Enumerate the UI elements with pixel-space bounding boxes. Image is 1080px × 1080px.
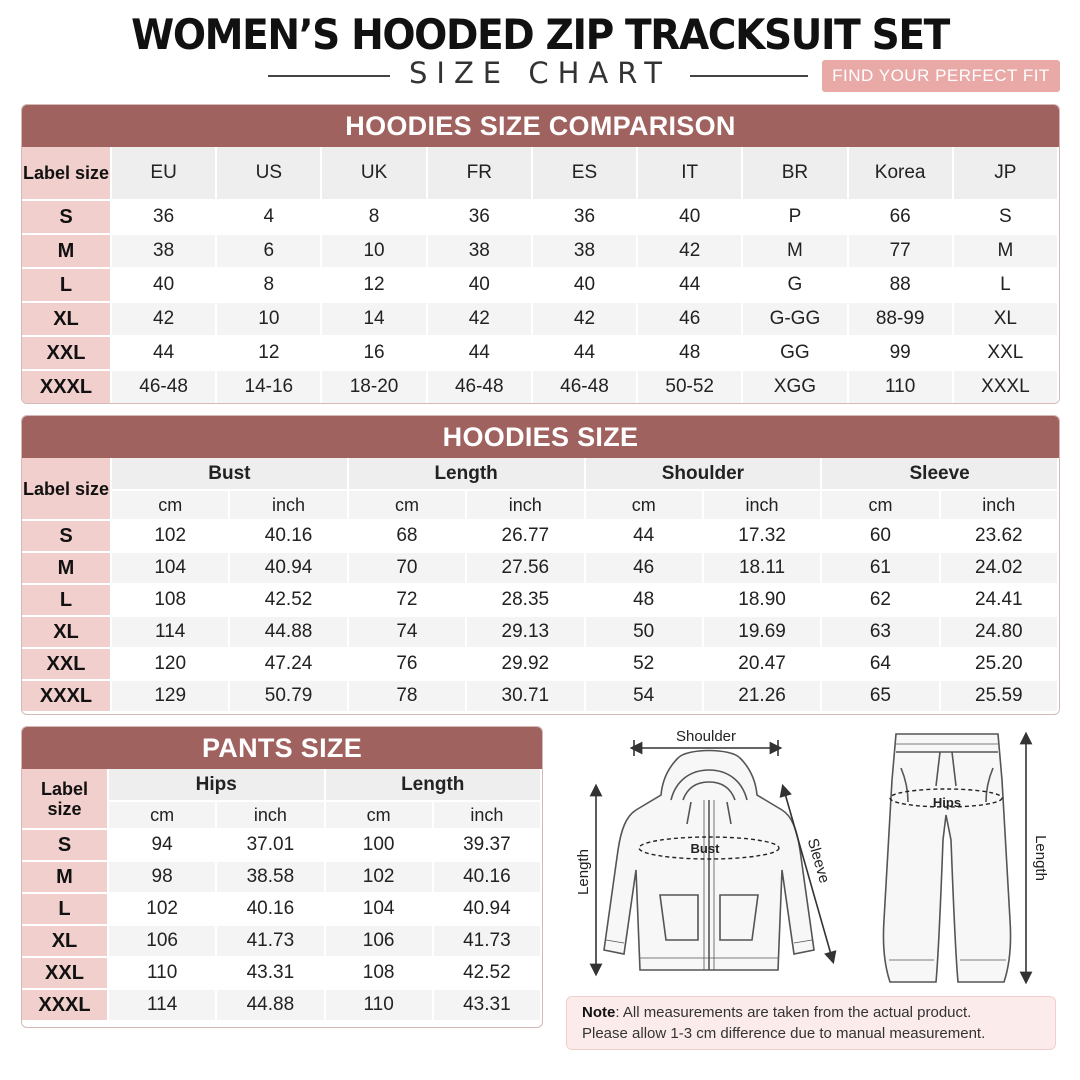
table-row bbox=[22, 861, 541, 893]
table-cell: 102 bbox=[111, 520, 229, 552]
divider-left bbox=[268, 75, 390, 77]
comparison-table bbox=[22, 147, 1059, 404]
pants-table bbox=[22, 769, 542, 1022]
column-header: JP bbox=[953, 147, 1058, 200]
group-header: Shoulder bbox=[585, 458, 822, 490]
table-cell: 44.88 bbox=[216, 989, 324, 1021]
hoodies-table bbox=[22, 458, 1059, 713]
table-cell: 38 bbox=[427, 234, 532, 268]
table-cell: 68 bbox=[348, 520, 466, 552]
table-cell: 27.56 bbox=[466, 552, 584, 584]
table-cell: 4 bbox=[216, 200, 321, 234]
page-title: WOMEN’S HOODED ZIP TRACKSUIT SET bbox=[131, 10, 949, 59]
table-cell: 114 bbox=[108, 989, 216, 1021]
table-cell: 50-52 bbox=[637, 370, 742, 404]
table-cell: 43.31 bbox=[433, 989, 541, 1021]
pants-icon bbox=[883, 734, 1010, 982]
table-row bbox=[22, 336, 1058, 370]
table-cell: 38 bbox=[111, 234, 216, 268]
table-cell: XXL bbox=[953, 336, 1058, 370]
table-cell: 17.32 bbox=[703, 520, 821, 552]
table-cell: 44 bbox=[532, 336, 637, 370]
note-label: Note bbox=[582, 1004, 616, 1021]
table-cell: 42.52 bbox=[229, 584, 347, 616]
table-cell: 40 bbox=[427, 268, 532, 302]
table-cell: 98 bbox=[108, 861, 216, 893]
table-cell: 43.31 bbox=[216, 957, 324, 989]
table-cell: 18-20 bbox=[321, 370, 426, 404]
size-label: XXXL bbox=[22, 680, 111, 712]
table-cell: 88-99 bbox=[848, 302, 953, 336]
table-cell: 46-48 bbox=[427, 370, 532, 404]
table-cell: 62 bbox=[821, 584, 939, 616]
table-cell: 40.16 bbox=[216, 893, 324, 925]
bust-label: Bust bbox=[690, 841, 720, 856]
table-cell: 50.79 bbox=[229, 680, 347, 712]
divider-right bbox=[690, 75, 808, 77]
table-row bbox=[22, 925, 541, 957]
table-cell: L bbox=[953, 268, 1058, 302]
table-cell: 46-48 bbox=[532, 370, 637, 404]
table-cell: 110 bbox=[325, 989, 433, 1021]
table-cell: 40.16 bbox=[229, 520, 347, 552]
table-cell: 44 bbox=[111, 336, 216, 370]
table-cell: 48 bbox=[637, 336, 742, 370]
pants-section bbox=[21, 726, 543, 1028]
table-cell: 64 bbox=[821, 648, 939, 680]
table-cell: 40 bbox=[111, 268, 216, 302]
table-row bbox=[22, 520, 1058, 552]
page-subtitle: SIZE CHART bbox=[408, 56, 672, 90]
table-cell: 106 bbox=[108, 925, 216, 957]
table-cell: 36 bbox=[532, 200, 637, 234]
table-row bbox=[22, 829, 541, 861]
table-row bbox=[22, 616, 1058, 648]
table-cell: 42 bbox=[532, 302, 637, 336]
size-label: S bbox=[22, 829, 108, 861]
table-cell: 10 bbox=[216, 302, 321, 336]
table-cell: 88 bbox=[848, 268, 953, 302]
table-cell: 40.16 bbox=[433, 861, 541, 893]
table-row bbox=[22, 893, 541, 925]
table-cell: G-GG bbox=[742, 302, 847, 336]
table-cell: 6 bbox=[216, 234, 321, 268]
table-cell: 18.90 bbox=[703, 584, 821, 616]
table-cell: 61 bbox=[821, 552, 939, 584]
table-cell: 38.58 bbox=[216, 861, 324, 893]
table-cell: M bbox=[742, 234, 847, 268]
column-header: IT bbox=[637, 147, 742, 200]
size-label: L bbox=[22, 268, 111, 302]
table-cell: XGG bbox=[742, 370, 847, 404]
table-cell: 26.77 bbox=[466, 520, 584, 552]
unit-header: inch bbox=[229, 490, 347, 520]
table-cell: 42.52 bbox=[433, 957, 541, 989]
table-cell: 65 bbox=[821, 680, 939, 712]
table-cell: 74 bbox=[348, 616, 466, 648]
table-cell: 42 bbox=[111, 302, 216, 336]
size-label: XXL bbox=[22, 957, 108, 989]
column-header: ES bbox=[532, 147, 637, 200]
table-cell: 21.26 bbox=[703, 680, 821, 712]
table-cell: 44 bbox=[637, 268, 742, 302]
unit-header: inch bbox=[703, 490, 821, 520]
column-header: FR bbox=[427, 147, 532, 200]
table-row bbox=[22, 552, 1058, 584]
table-row bbox=[22, 370, 1058, 404]
table-cell: 100 bbox=[325, 829, 433, 861]
table-cell: 38 bbox=[532, 234, 637, 268]
sleeve-label: Sleeve bbox=[803, 836, 833, 886]
hoodie-icon bbox=[604, 751, 814, 971]
table-cell: 106 bbox=[325, 925, 433, 957]
table-cell: 37.01 bbox=[216, 829, 324, 861]
table-cell: 24.02 bbox=[940, 552, 1058, 584]
unit-header: cm bbox=[111, 490, 229, 520]
size-label: XXXL bbox=[22, 370, 111, 404]
table-cell: 14-16 bbox=[216, 370, 321, 404]
table-cell: 12 bbox=[321, 268, 426, 302]
table-cell: XL bbox=[953, 302, 1058, 336]
column-header: US bbox=[216, 147, 321, 200]
table-cell: 20.47 bbox=[703, 648, 821, 680]
table-cell: 24.80 bbox=[940, 616, 1058, 648]
size-label: XL bbox=[22, 616, 111, 648]
table-cell: 102 bbox=[325, 861, 433, 893]
size-label: XXL bbox=[22, 336, 111, 370]
table-row bbox=[22, 200, 1058, 234]
unit-header: cm bbox=[821, 490, 939, 520]
table-cell: 104 bbox=[325, 893, 433, 925]
table-cell: XXXL bbox=[953, 370, 1058, 404]
table-cell: 24.41 bbox=[940, 584, 1058, 616]
comparison-title: HOODIES SIZE COMPARISON bbox=[22, 105, 1059, 147]
table-cell: 46-48 bbox=[111, 370, 216, 404]
table-cell: 44 bbox=[585, 520, 703, 552]
table-cell: 66 bbox=[848, 200, 953, 234]
table-cell: 52 bbox=[585, 648, 703, 680]
size-label: XL bbox=[22, 302, 111, 336]
table-cell: 50 bbox=[585, 616, 703, 648]
column-header: BR bbox=[742, 147, 847, 200]
table-cell: 77 bbox=[848, 234, 953, 268]
table-cell: 99 bbox=[848, 336, 953, 370]
table-cell: 48 bbox=[585, 584, 703, 616]
table-row bbox=[22, 234, 1058, 268]
label-size-header: Label size bbox=[22, 769, 108, 829]
unit-header: inch bbox=[433, 801, 541, 829]
table-cell: 25.20 bbox=[940, 648, 1058, 680]
table-cell: 63 bbox=[821, 616, 939, 648]
table-cell: 44 bbox=[427, 336, 532, 370]
table-cell: 120 bbox=[111, 648, 229, 680]
table-cell: 40.94 bbox=[229, 552, 347, 584]
unit-header: inch bbox=[466, 490, 584, 520]
table-cell: 46 bbox=[585, 552, 703, 584]
fit-badge: FIND YOUR PERFECT FIT bbox=[822, 60, 1060, 92]
table-cell: 114 bbox=[111, 616, 229, 648]
unit-header: inch bbox=[216, 801, 324, 829]
table-cell: 94 bbox=[108, 829, 216, 861]
group-header: Length bbox=[348, 458, 585, 490]
table-cell: 108 bbox=[325, 957, 433, 989]
table-cell: 41.73 bbox=[216, 925, 324, 957]
group-header: Sleeve bbox=[821, 458, 1058, 490]
table-cell: 42 bbox=[427, 302, 532, 336]
table-cell: 44.88 bbox=[229, 616, 347, 648]
size-label: XXXL bbox=[22, 989, 108, 1021]
size-label: M bbox=[22, 861, 108, 893]
table-cell: 54 bbox=[585, 680, 703, 712]
hoodies-title: HOODIES SIZE bbox=[22, 416, 1059, 458]
table-cell: 78 bbox=[348, 680, 466, 712]
table-cell: 40 bbox=[637, 200, 742, 234]
size-label: S bbox=[22, 200, 111, 234]
hips-label: Hips bbox=[932, 795, 962, 810]
unit-header: inch bbox=[940, 490, 1058, 520]
table-cell: GG bbox=[742, 336, 847, 370]
table-cell: 39.37 bbox=[433, 829, 541, 861]
unit-header: cm bbox=[585, 490, 703, 520]
size-label: L bbox=[22, 893, 108, 925]
size-label: XL bbox=[22, 925, 108, 957]
table-cell: 110 bbox=[848, 370, 953, 404]
table-cell: 110 bbox=[108, 957, 216, 989]
pants-title: PANTS SIZE bbox=[22, 727, 542, 769]
table-row bbox=[22, 989, 541, 1021]
table-cell: 41.73 bbox=[433, 925, 541, 957]
table-cell: 36 bbox=[427, 200, 532, 234]
comparison-section bbox=[21, 104, 1060, 404]
table-cell: 29.13 bbox=[466, 616, 584, 648]
unit-header: cm bbox=[348, 490, 466, 520]
table-cell: 42 bbox=[637, 234, 742, 268]
group-header: Length bbox=[325, 769, 542, 801]
unit-header: cm bbox=[108, 801, 216, 829]
size-label: M bbox=[22, 552, 111, 584]
table-cell: 40 bbox=[532, 268, 637, 302]
pants-length-label: Length bbox=[1032, 835, 1049, 881]
note-line1: : All measurements are taken from the actual product. bbox=[615, 1004, 972, 1021]
column-header: Korea bbox=[848, 147, 953, 200]
length-label: Length bbox=[575, 849, 592, 895]
size-label: S bbox=[22, 520, 111, 552]
table-cell: 46 bbox=[637, 302, 742, 336]
table-cell: 10 bbox=[321, 234, 426, 268]
table-row bbox=[22, 584, 1058, 616]
table-cell: 47.24 bbox=[229, 648, 347, 680]
table-cell: S bbox=[953, 200, 1058, 234]
table-cell: 70 bbox=[348, 552, 466, 584]
table-cell: 72 bbox=[348, 584, 466, 616]
table-cell: 108 bbox=[111, 584, 229, 616]
note-line2: Please allow 1-3 cm difference due to manual measurement. bbox=[582, 1025, 986, 1042]
table-row bbox=[22, 680, 1058, 712]
table-cell: 25.59 bbox=[940, 680, 1058, 712]
table-row bbox=[22, 648, 1058, 680]
table-cell: 60 bbox=[821, 520, 939, 552]
table-cell: M bbox=[953, 234, 1058, 268]
shoulder-label: Shoulder bbox=[675, 728, 737, 745]
label-size-header: Label size bbox=[22, 458, 111, 520]
table-cell: P bbox=[742, 200, 847, 234]
hoodies-section bbox=[21, 415, 1060, 715]
table-cell: 76 bbox=[348, 648, 466, 680]
group-header: Bust bbox=[111, 458, 348, 490]
note-box bbox=[566, 996, 1056, 1050]
unit-header: cm bbox=[325, 801, 433, 829]
table-row bbox=[22, 957, 541, 989]
label-size-header: Label size bbox=[22, 147, 111, 200]
table-cell: 36 bbox=[111, 200, 216, 234]
group-header: Hips bbox=[108, 769, 325, 801]
table-cell: 12 bbox=[216, 336, 321, 370]
table-cell: G bbox=[742, 268, 847, 302]
table-cell: 29.92 bbox=[466, 648, 584, 680]
table-cell: 16 bbox=[321, 336, 426, 370]
measurement-diagram bbox=[566, 720, 1060, 992]
table-cell: 129 bbox=[111, 680, 229, 712]
size-label: M bbox=[22, 234, 111, 268]
table-cell: 14 bbox=[321, 302, 426, 336]
table-cell: 18.11 bbox=[703, 552, 821, 584]
table-row bbox=[22, 268, 1058, 302]
table-cell: 28.35 bbox=[466, 584, 584, 616]
table-cell: 104 bbox=[111, 552, 229, 584]
table-cell: 23.62 bbox=[940, 520, 1058, 552]
table-cell: 19.69 bbox=[703, 616, 821, 648]
column-header: UK bbox=[321, 147, 426, 200]
table-row bbox=[22, 302, 1058, 336]
size-label: XXL bbox=[22, 648, 111, 680]
size-label: L bbox=[22, 584, 111, 616]
table-cell: 8 bbox=[216, 268, 321, 302]
column-header: EU bbox=[111, 147, 216, 200]
table-cell: 30.71 bbox=[466, 680, 584, 712]
table-cell: 8 bbox=[321, 200, 426, 234]
table-cell: 102 bbox=[108, 893, 216, 925]
table-cell: 40.94 bbox=[433, 893, 541, 925]
